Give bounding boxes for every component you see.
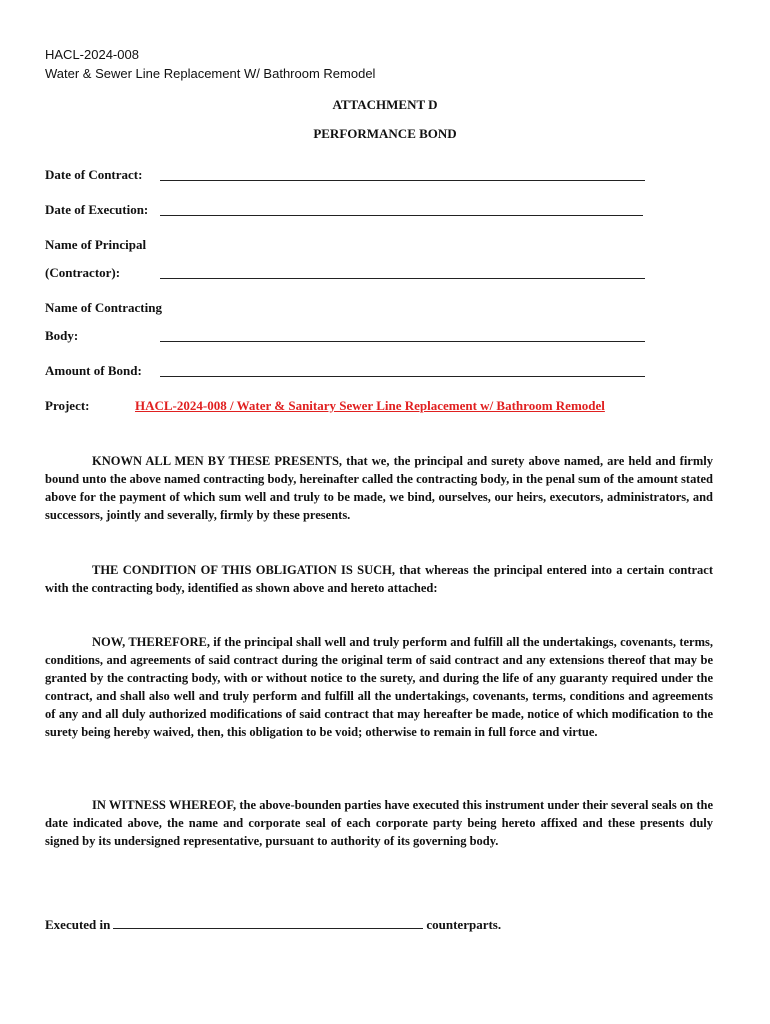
paragraph-condition: THE CONDITION OF THIS OBLIGATION IS SUCH, that whereas the principal entered into a certain contract with the contracting body, identified as shown above and hereto attached: — [45, 563, 713, 595]
document-subtitle: Water & Sewer Line Replacement W/ Bathroom Remodel — [45, 66, 376, 81]
project-value: HACL-2024-008 / Water & Sanitary Sewer Line Replacement w/ Bathroom Remodel — [135, 398, 605, 413]
attachment-heading: ATTACHMENT D — [332, 97, 438, 112]
executed-in-label: Executed in — [45, 917, 111, 932]
date-of-contract-label: Date of Contract: — [45, 167, 143, 182]
form-title: PERFORMANCE BOND — [313, 126, 457, 141]
paragraph-now-therefore: NOW, THEREFORE, if the principal shall well and truly perform and fulfill all the undertakings, covenants, terms, conditions, and agreements of said contract during the original term of said contract and any extensions thereof that may be granted by the contracting body, with or without notice to the surety, and during the life of any guaranty required under the contract, and shall also well and truly perform and fulfill all the undertakings, covenants, terms, conditions and agreements of any and all duly authorized modifications of said contract that may hereafter be made, notice of which modification to the surety being hereby waived, then, this obligation to be void; otherwise to remain in full force and virtue. — [45, 635, 713, 739]
date-of-execution-label: Date of Execution: — [45, 202, 149, 217]
executed-in-row — [45, 916, 501, 933]
document-id: HACL-2024-008 — [45, 47, 139, 62]
principal-label-line2: (Contractor): — [45, 265, 121, 280]
paragraph-in-witness: IN WITNESS WHEREOF, the above-bounden parties have executed this instrument under their several seals on the date indicated above, the name and corporate seal of each corporate party being hereto affixed and these presents duly signed by its undersigned representative, pursuant to authority of its governing body. — [45, 798, 713, 848]
counterparts-count-field[interactable] — [113, 916, 423, 929]
project-label: Project: — [45, 398, 90, 413]
date-of-contract-field[interactable] — [160, 180, 645, 181]
contracting-body-label-line2: Body: — [45, 328, 79, 343]
principal-label-line1: Name of Principal — [45, 237, 147, 252]
amount-of-bond-label: Amount of Bond: — [45, 363, 142, 378]
date-of-execution-field[interactable] — [160, 215, 643, 216]
paragraph-known-all-men: KNOWN ALL MEN BY THESE PRESENTS, that we, the principal and surety above named, are held and firmly bound unto the above named contracting body, hereinafter called the contracting body, in the penal sum of the amount stated above for the payment of which sum well and truly to be made, we bind, ourselves, our heirs, executors, administrators, and successors, jointly and severally, firmly by these presents. — [45, 454, 713, 522]
contracting-body-field[interactable] — [160, 341, 645, 342]
counterparts-label: counterparts. — [426, 917, 502, 932]
principal-field[interactable] — [160, 278, 645, 279]
contracting-body-label-line1: Name of Contracting — [45, 300, 162, 315]
amount-of-bond-field[interactable] — [160, 376, 645, 377]
